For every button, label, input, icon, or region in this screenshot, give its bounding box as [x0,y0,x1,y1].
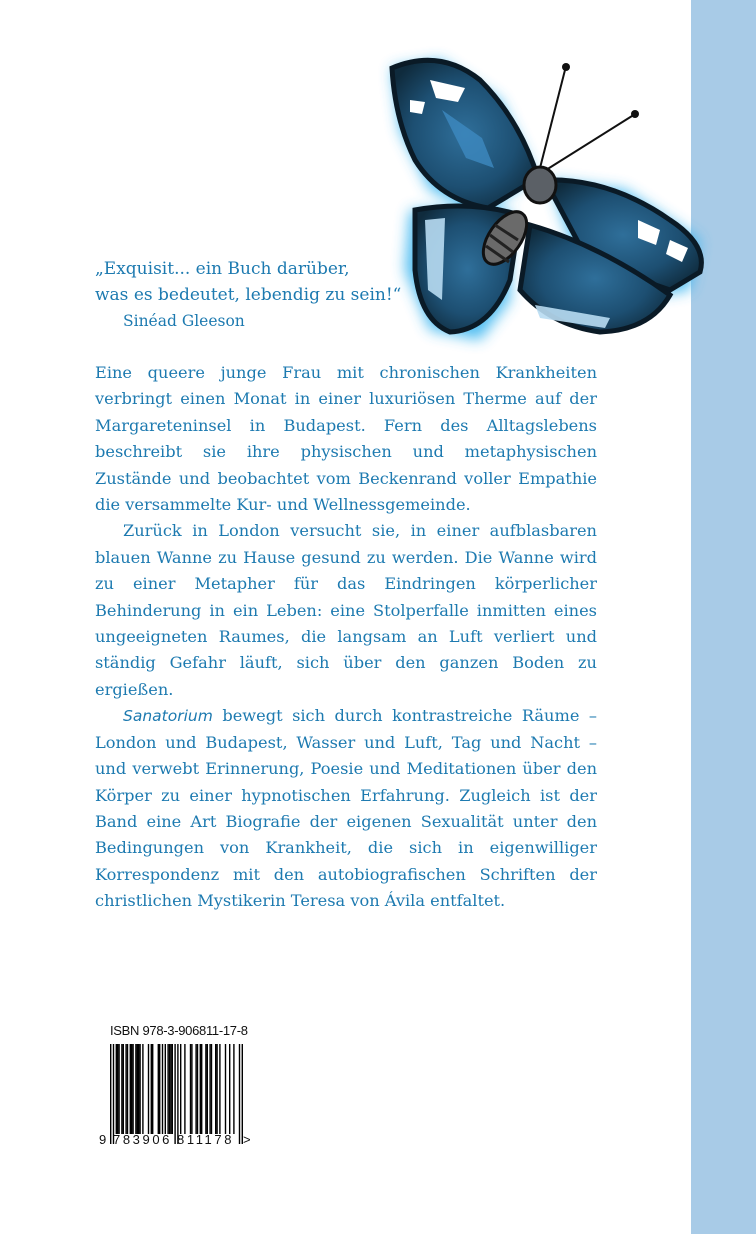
blurb-paragraph-3-text: bewegt sich durch kontrastreiche Räume – London und Budapest, Wasser und Luft, Tag und Nacht – und verwebt Erinnerung, Poesie und Meditationen über den Körper zu einer hypnotischen Erfahrung. Zugleich ist der Band eine Art Biografie der eigenen Sexualität unter den Bedingungen von Krankheit, die sich in eigenwilliger Korrespondenz mit den autobiografischen Schriften der christlichen Mystikerin Teresa von Ávila entfaltet. [95,706,597,911]
barcode-bar [195,1044,196,1134]
barcode-bar [211,1044,212,1134]
barcode-bar [113,1044,114,1144]
barcode-bar [215,1044,216,1134]
barcode-bar [177,1044,178,1144]
barcode-bar [219,1044,220,1134]
barcode-bar [170,1044,171,1134]
blurb-paragraph-2: Zurück in London versucht sie, in einer aufblasbaren blauen Wanne zu Hause gesund zu werden. Die Wanne wird zu einer Metapher für das Eindringen körperlicher Behinderung in ein Leben: eine Stolperfalle inmitten eines ungeeigneten Raumes, die langsam an Luft verliert und ständig Gefahr läuft, sich über den ganzen Boden zu ergießen. [95,521,597,699]
book-title: Sanatorium [123,707,213,726]
quote-line-2: was es bedeutet, lebendig zu sein!“ [95,285,402,305]
barcode-bar [190,1044,191,1134]
barcode-bar [118,1044,119,1134]
barcode-bar [148,1044,149,1134]
blurb-paragraph-1: Eine queere junge Frau mit chronischen Krankheiten verbringt einen Monat in einer luxuriösen Therme auf der Margareteninsel in Budapest. Fern des Alltagslebens beschreibt sie ihre physischen und metaphysischen Zustände und beobachtet vom Beckenrand voller Empathie die versammelte Kur- und Wellnessgemeinde. [95,363,597,515]
barcode-bar [216,1044,217,1134]
barcode-bar [162,1044,163,1134]
barcode-bar [229,1044,230,1134]
blurb-text [95,360,597,915]
barcode-bar [167,1044,168,1134]
barcode-bar [131,1044,132,1134]
barcode-lead-digit: 9 [99,1132,107,1147]
barcode-bar [121,1044,122,1134]
barcode-bar [152,1044,153,1134]
barcode-bar [137,1044,138,1134]
endorsement-quote [95,256,425,334]
barcode-bar [172,1044,173,1134]
barcode-bar [159,1044,160,1134]
barcode-bar [142,1044,143,1134]
barcode-bar [233,1044,234,1134]
barcode-bar [165,1044,166,1134]
barcode-bar [116,1044,117,1134]
barcode-bar [138,1044,139,1134]
barcode-bar [169,1044,170,1134]
barcode-bar [242,1044,243,1144]
barcode-bar [125,1044,126,1134]
barcode-bar [225,1044,226,1134]
barcode-bar [205,1044,206,1134]
barcode-bar [174,1044,175,1144]
barcode-marker: > [243,1132,251,1147]
blurb-paragraph-3 [95,703,597,914]
barcode-bar [197,1044,198,1134]
barcode-bar [123,1044,124,1134]
barcode-bar [132,1044,133,1134]
barcode-bar [184,1044,185,1134]
barcode-bar [207,1044,208,1134]
barcode-bar [139,1044,140,1134]
barcode-bar [130,1044,131,1134]
barcode-bar [117,1044,118,1134]
barcode-bar [135,1044,136,1134]
barcode-right-group: 811178 [177,1132,235,1147]
barcode-bar [180,1044,181,1134]
barcode-bar [191,1044,192,1134]
barcode-bar [158,1044,159,1134]
barcode-bar [110,1044,111,1144]
barcode-bar [239,1044,240,1144]
quote-line-1: „Exquisit... ein Buch darüber, [95,259,350,279]
barcode-left-group: 783906 [113,1132,172,1147]
quote-author: Sinéad Gleeson [123,312,245,330]
barcode-bar [200,1044,201,1134]
barcode-bar [209,1044,210,1134]
isbn-label: ISBN 978-3-906811-17-8 [110,1023,248,1038]
barcode-digits [97,1132,257,1150]
barcode-bar [151,1044,152,1134]
barcode-bar [127,1044,128,1134]
barcode-bar [201,1044,202,1134]
